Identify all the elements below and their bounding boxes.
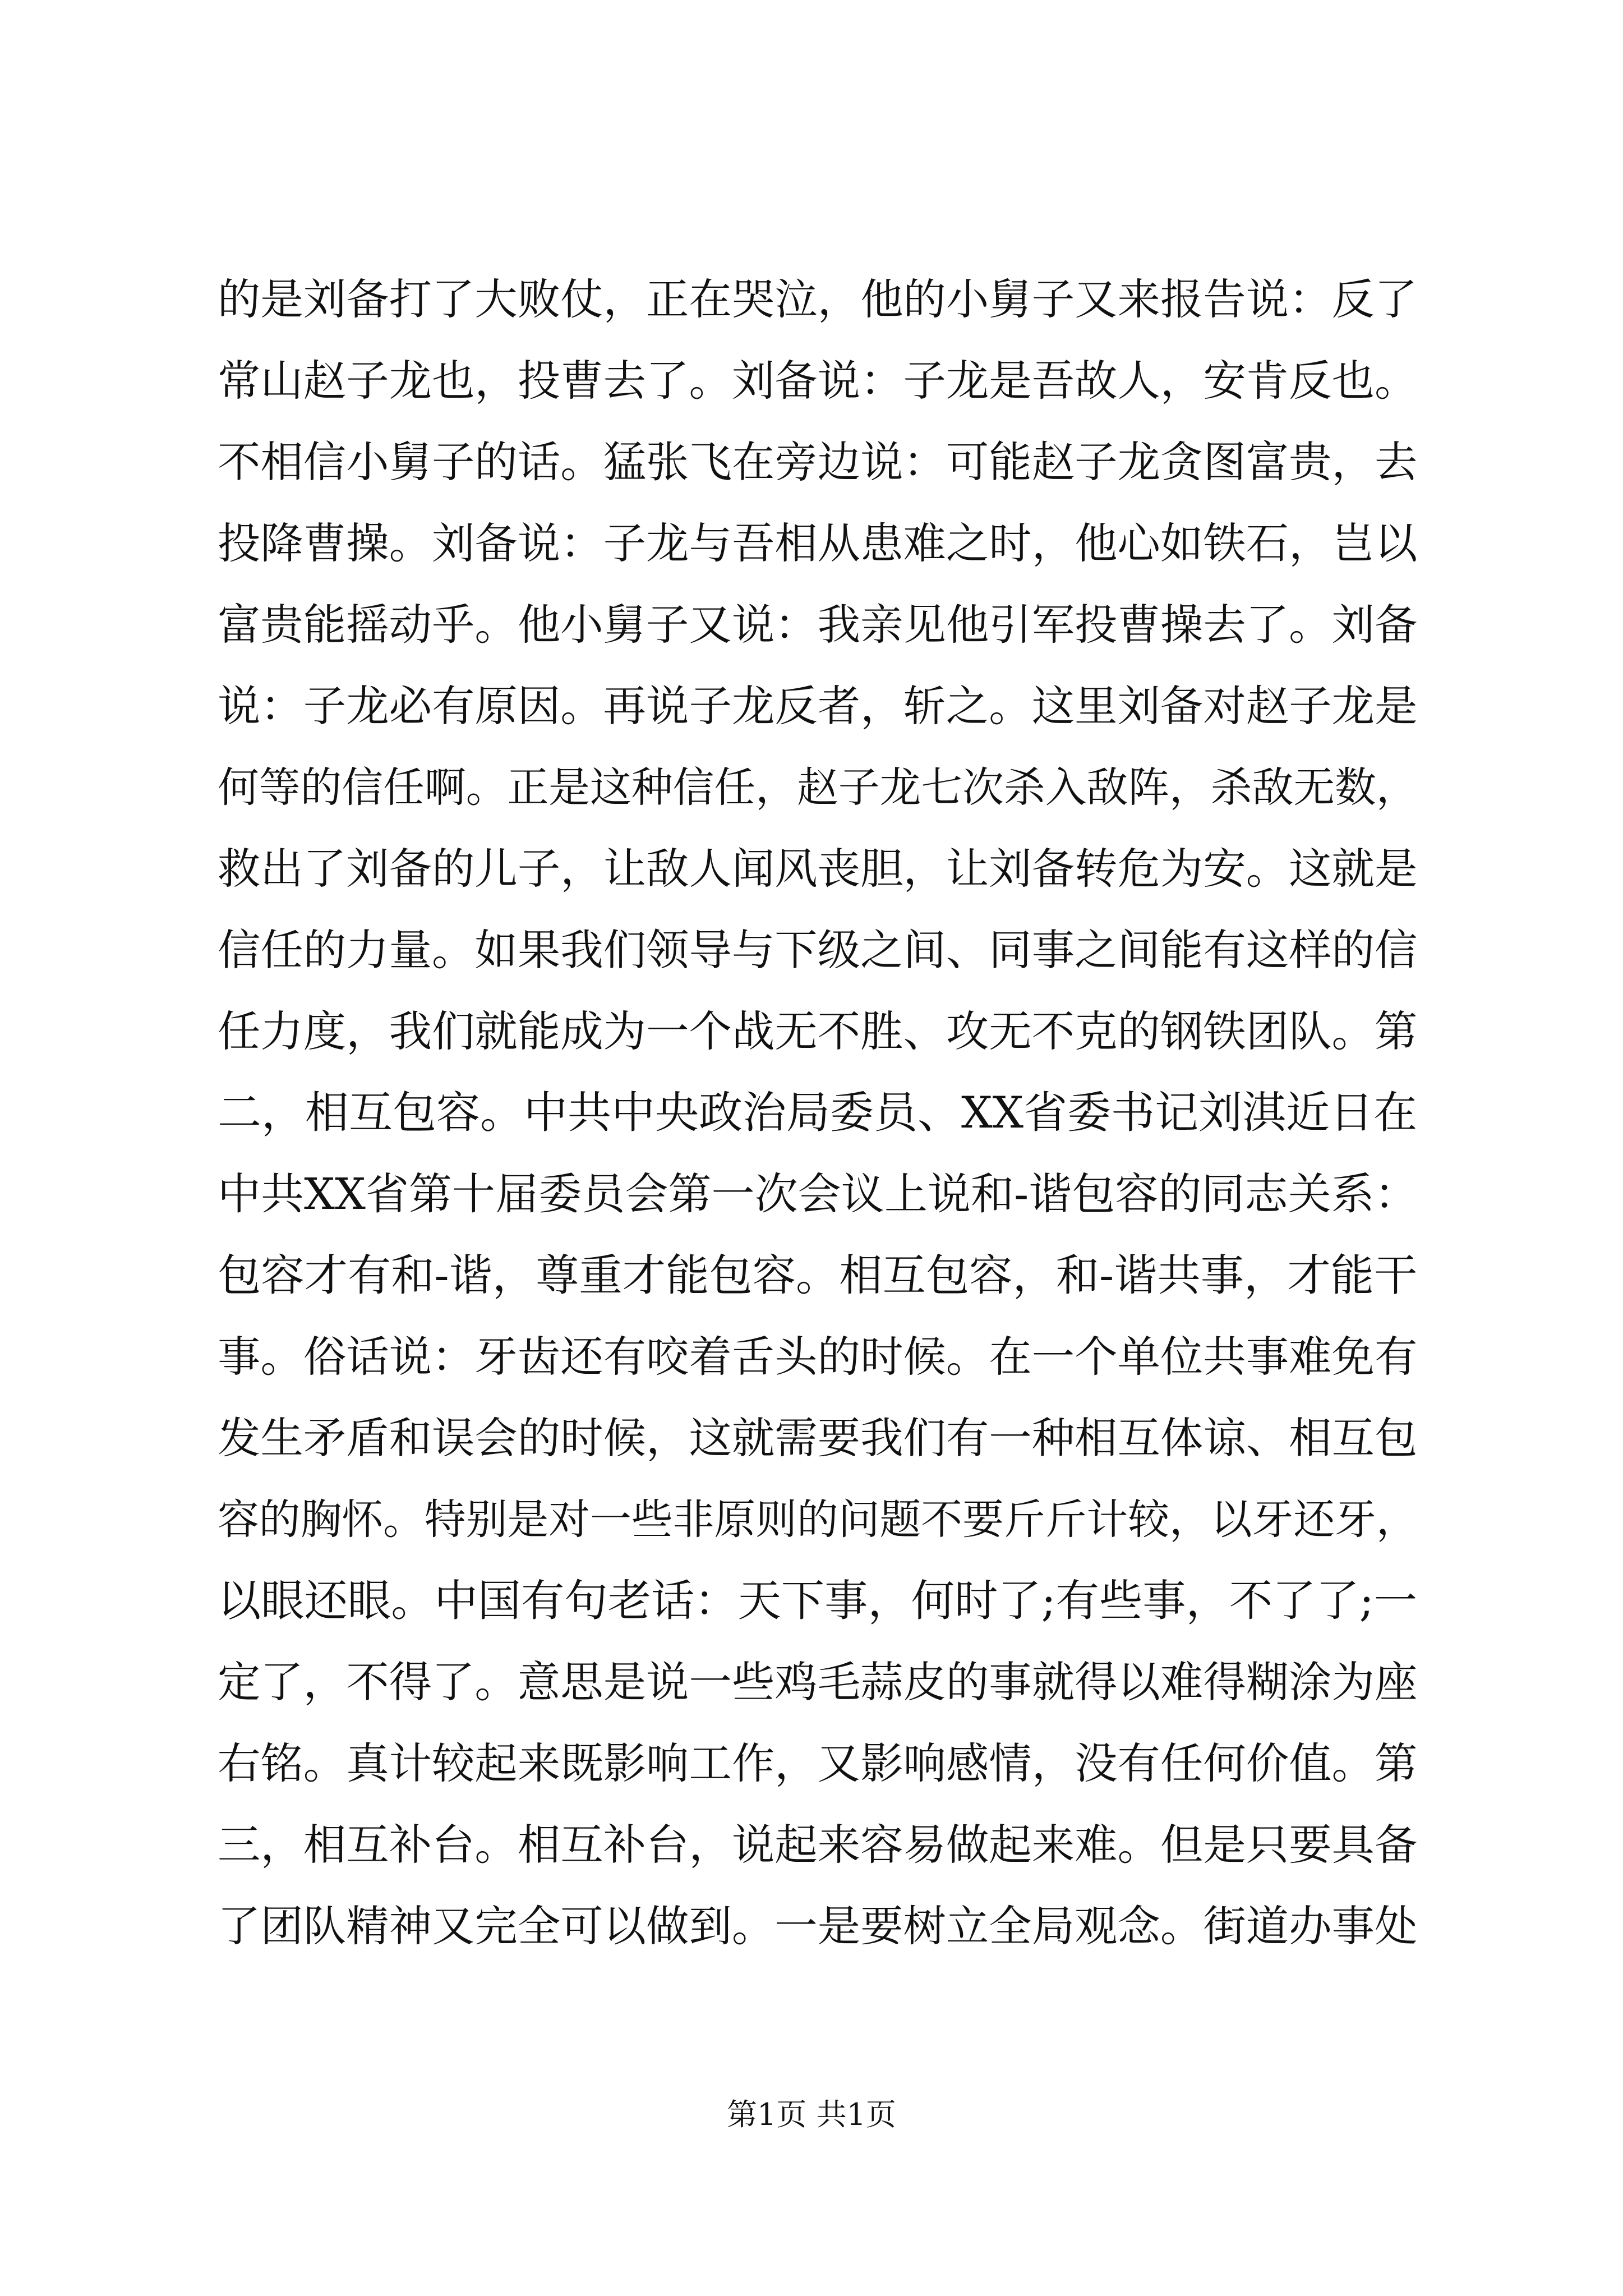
- text-line: 以眼还眼。中国有句老话：天下事，何时了;有些事，不了了;一: [218, 1576, 1418, 1626]
- text-line: 二，相互包容。中共中央政治局委员、XX省委书记刘淇近日在: [218, 1088, 1418, 1138]
- text-line: 定了，不得了。意思是说一些鸡毛蒜皮的事就得以难得糊涂为座: [218, 1658, 1418, 1708]
- page-footer: [0, 2095, 1623, 2134]
- text-line: 救出了刘备的儿子，让敌人闻风丧胆，让刘备转危为安。这就是: [218, 844, 1418, 894]
- page-number-label: 第1页 共1页: [727, 2097, 896, 2132]
- text-line: 右铭。真计较起来既影响工作，又影响感情，没有任何价值。第: [218, 1739, 1418, 1789]
- text-line: 任力度，我们就能成为一个战无不胜、攻无不克的钢铁团队。第: [218, 1007, 1418, 1057]
- text-line: 事。俗话说：牙齿还有咬着舌头的时候。在一个单位共事难免有: [218, 1332, 1418, 1382]
- text-line: 发生矛盾和误会的时候，这就需要我们有一种相互体谅、相互包: [218, 1414, 1418, 1464]
- text-line: 了团队精神又完全可以做到。一是要树立全局观念。街道办事处: [218, 1902, 1418, 1952]
- text-line: 信任的力量。如果我们领导与下级之间、同事之间能有这样的信: [218, 926, 1418, 976]
- text-line: 投降曹操。刘备说：子龙与吾相从患难之时，他心如铁石，岂以: [218, 519, 1418, 569]
- text-line: 常山赵子龙也，投曹去了。刘备说：子龙是吾故人，安肯反也。: [218, 356, 1418, 406]
- text-line: 中共XX省第十届委员会第一次会议上说和-谐包容的同志关系：: [218, 1169, 1418, 1220]
- body-text: [218, 259, 1418, 1967]
- text-line: 富贵能摇动乎。他小舅子又说：我亲见他引军投曹操去了。刘备: [218, 600, 1418, 650]
- text-line: 容的胸怀。特别是对一些非原则的问题不要斤斤计较，以牙还牙，: [218, 1496, 1418, 1544]
- text-line: 说：子龙必有原因。再说子龙反者，斩之。这里刘备对赵子龙是: [218, 682, 1418, 731]
- text-line: 包容才有和-谐，尊重才能包容。相互包容，和-谐共事，才能干: [218, 1250, 1418, 1301]
- text-line: 不相信小舅子的话。猛张飞在旁边说：可能赵子龙贪图富贵，去: [218, 438, 1418, 487]
- text-line: 何等的信任啊。正是这种信任，赵子龙七次杀入敌阵，杀敌无数，: [218, 764, 1418, 812]
- text-line: 的是刘备打了大败仗，正在哭泣，他的小舅子又来报告说：反了: [218, 275, 1418, 325]
- text-line: 三，相互补台。相互补台，说起来容易做起来难。但是只要具备: [218, 1820, 1418, 1870]
